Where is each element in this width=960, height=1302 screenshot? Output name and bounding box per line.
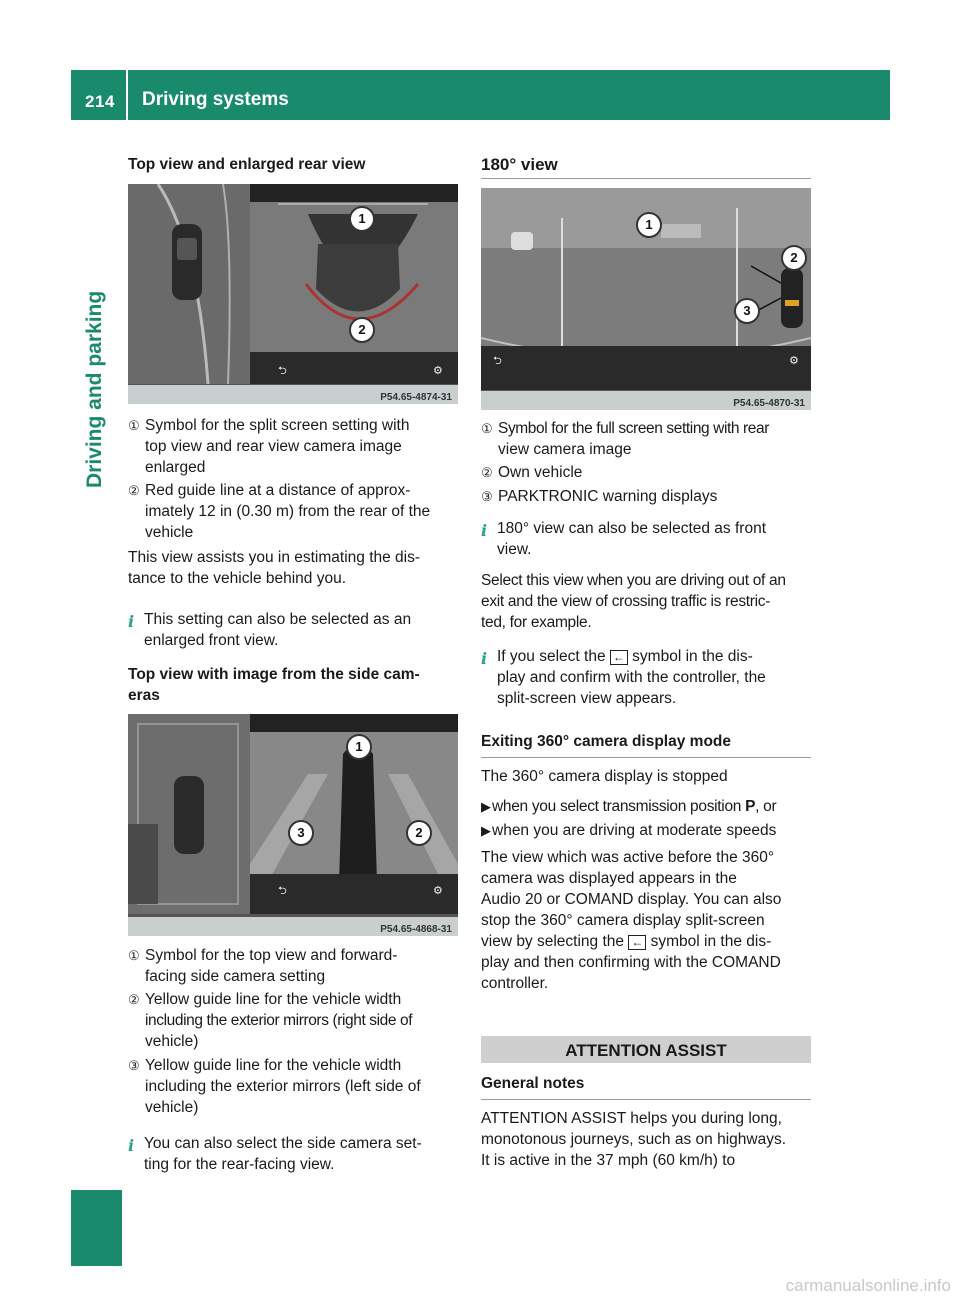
figure-side-cameras xyxy=(128,714,458,936)
bullet-item xyxy=(481,796,827,817)
text-line: ting for the rear-facing view. xyxy=(144,1156,335,1173)
figure-code: P54.65-4868-31 xyxy=(380,924,452,935)
text-line: Top view with image from the side cam- xyxy=(128,666,420,683)
attention-assist-banner xyxy=(481,1036,811,1063)
attention-assist-title: ATTENTION ASSIST xyxy=(565,1041,727,1060)
legend-text-line: Yellow guide line for the vehicle width xyxy=(145,991,402,1008)
callout-1: 1 xyxy=(349,206,375,232)
legend-item-3 xyxy=(128,1055,475,1118)
heading-exiting-360: Exiting 360° camera display mode xyxy=(481,733,731,750)
legend-text-line: Symbol for the top view and forward- xyxy=(145,947,398,964)
text-line: view. xyxy=(497,541,532,558)
svg-text:⮌: ⮌ xyxy=(278,884,287,897)
page-number: 214 xyxy=(85,92,115,111)
legend-marker: ③ xyxy=(481,489,493,504)
figure-code: P54.65-4874-31 xyxy=(380,392,452,403)
legend-item-2 xyxy=(128,480,475,543)
legend-text-line: including the exterior mirrors (right side of xyxy=(145,1012,413,1029)
legend-text-line: imately 12 in (0.30 m) from the rear of the xyxy=(145,503,431,520)
legend-item-1 xyxy=(128,415,475,478)
legend-marker: ① xyxy=(128,418,140,433)
chapter-marker xyxy=(71,1190,122,1266)
legend-item-1 xyxy=(128,945,475,987)
heading-side-cameras xyxy=(128,664,458,706)
legend-text-line: vehicle xyxy=(145,524,194,541)
header-divider xyxy=(126,70,128,120)
back-symbol-icon: ← xyxy=(610,650,628,665)
legend-text-line: Symbol for the full screen setting with rear xyxy=(498,420,769,437)
legend-text-line: Red guide line at a distance of approx- xyxy=(145,482,411,499)
bullet-item xyxy=(481,820,822,841)
paragraph-select-view xyxy=(481,570,816,633)
text-run: If you select the xyxy=(497,648,610,665)
legend-text-line: Own vehicle xyxy=(498,464,583,481)
text-line: 180° view can also be selected as front xyxy=(497,520,766,537)
callout-3: 3 xyxy=(288,820,314,846)
text-line: eras xyxy=(128,687,160,704)
callout-3: 3 xyxy=(734,298,760,324)
text-run: when you select transmission position xyxy=(492,798,746,815)
paragraph-stopped: The 360° camera display is stopped xyxy=(481,768,728,785)
callout-1: 1 xyxy=(346,734,372,760)
text-line: play and confirm with the controller, the xyxy=(497,669,766,686)
legend-text-line: Symbol for the split screen setting with xyxy=(145,417,410,434)
legend-text-line: view camera image xyxy=(498,441,632,458)
callout-2: 2 xyxy=(349,317,375,343)
info-note-rear-facing xyxy=(128,1133,474,1175)
info-icon: i xyxy=(128,1136,135,1155)
text-run: when you are driving at moderate speeds xyxy=(492,822,777,839)
info-icon: i xyxy=(128,612,135,631)
heading-rule xyxy=(481,1099,811,1100)
text-line: ATTENTION ASSIST helps you during long, xyxy=(481,1110,782,1127)
info-note-front-180 xyxy=(481,518,827,560)
text-line: enlarged front view. xyxy=(144,632,279,649)
text-run: symbol in the dis- xyxy=(627,648,753,665)
info-icon: i xyxy=(481,521,488,540)
heading-general-notes: General notes xyxy=(481,1075,585,1092)
page-header xyxy=(71,70,890,120)
legend-item-1 xyxy=(481,418,833,460)
text-line: camera was displayed appears in the xyxy=(481,870,737,887)
svg-text:⚙: ⚙ xyxy=(433,364,443,377)
bullet-marker: ▶ xyxy=(481,799,491,814)
svg-text:⮌: ⮌ xyxy=(278,364,287,377)
text-line: This view assists you in estimating the dis- xyxy=(128,549,421,566)
heading-rule xyxy=(481,178,811,179)
heading-180-view: 180° view xyxy=(481,155,558,174)
figure-caption-bar xyxy=(481,391,811,410)
callout-1: 1 xyxy=(636,212,662,238)
callout-2: 2 xyxy=(406,820,432,846)
legend-marker: ② xyxy=(128,483,140,498)
text-line: ted, for example. xyxy=(481,614,592,631)
legend-marker: ① xyxy=(481,421,493,436)
text-line xyxy=(481,931,816,952)
figure-code: P54.65-4870-31 xyxy=(733,398,805,409)
bullet-marker: ▶ xyxy=(481,823,491,838)
legend-marker: ② xyxy=(128,992,140,1007)
text-line: tance to the vehicle behind you. xyxy=(128,570,347,587)
text-line: stop the 360° camera display split-screen xyxy=(481,912,765,929)
text-line: It is active in the 37 mph (60 km/h) to xyxy=(481,1152,736,1169)
figure-caption-bar xyxy=(128,385,458,404)
text-run: symbol in the dis- xyxy=(646,933,772,950)
figure-top-view-rear xyxy=(128,184,458,404)
figure-top-view-rear-image xyxy=(128,184,458,404)
paragraph-view-active xyxy=(481,847,816,994)
text-line xyxy=(497,646,827,667)
text-line: controller. xyxy=(481,975,549,992)
text-line: The view which was active before the 360° xyxy=(481,849,775,866)
info-note-split-screen xyxy=(481,646,827,709)
text-line: Select this view when you are driving out of an xyxy=(481,572,786,589)
watermark: carmanualsonline.info xyxy=(785,1276,951,1295)
legend-text-line: enlarged xyxy=(145,459,206,476)
legend-marker: ① xyxy=(128,948,140,963)
legend-text-line: top view and rear view camera image xyxy=(145,438,402,455)
legend-text-line: PARKTRONIC warning displays xyxy=(498,488,718,505)
text-line: play and then confirming with the COMAND xyxy=(481,954,781,971)
heading-top-view-rear: Top view and enlarged rear view xyxy=(128,156,366,173)
text-run: , or xyxy=(755,798,777,815)
section-title: Driving systems xyxy=(142,89,289,110)
legend-text-line: vehicle) xyxy=(145,1033,199,1050)
legend-text-line: facing side camera setting xyxy=(145,968,326,985)
svg-text:⚙: ⚙ xyxy=(789,354,799,367)
back-symbol-icon: ← xyxy=(628,935,646,950)
text-line: exit and the view of crossing traffic is restric- xyxy=(481,593,771,610)
figure-caption-bar xyxy=(128,917,458,936)
legend-marker: ③ xyxy=(128,1058,140,1073)
heading-rule xyxy=(481,757,811,758)
legend-marker: ② xyxy=(481,465,493,480)
legend-text-line: vehicle) xyxy=(145,1099,199,1116)
text-line: Audio 20 or COMAND display. You can also xyxy=(481,891,782,908)
legend-item-3 xyxy=(481,486,828,507)
text-line: You can also select the side camera set- xyxy=(144,1135,422,1152)
legend-text-line: Yellow guide line for the vehicle width xyxy=(145,1057,402,1074)
paragraph-estimate xyxy=(128,547,458,589)
info-note-front-view xyxy=(128,609,474,651)
text-line: This setting can also be selected as an xyxy=(144,611,412,628)
figure-180-view xyxy=(481,188,811,410)
text-run: view by selecting the xyxy=(481,933,629,950)
paragraph-attention-assist xyxy=(481,1108,816,1171)
legend-item-2 xyxy=(481,462,828,483)
chapter-side-label: Driving and parking xyxy=(83,290,106,488)
text-line: split-screen view appears. xyxy=(497,690,677,707)
svg-text:⚙: ⚙ xyxy=(433,884,443,897)
text-line: monotonous journeys, such as on highways. xyxy=(481,1131,787,1148)
text-run-bold: P xyxy=(745,798,756,815)
info-icon: i xyxy=(481,649,488,668)
legend-text-line: including the exterior mirrors (left side of xyxy=(145,1078,421,1095)
legend-item-2 xyxy=(128,989,480,1052)
svg-text:⮌: ⮌ xyxy=(493,354,502,367)
callout-2: 2 xyxy=(781,245,807,271)
